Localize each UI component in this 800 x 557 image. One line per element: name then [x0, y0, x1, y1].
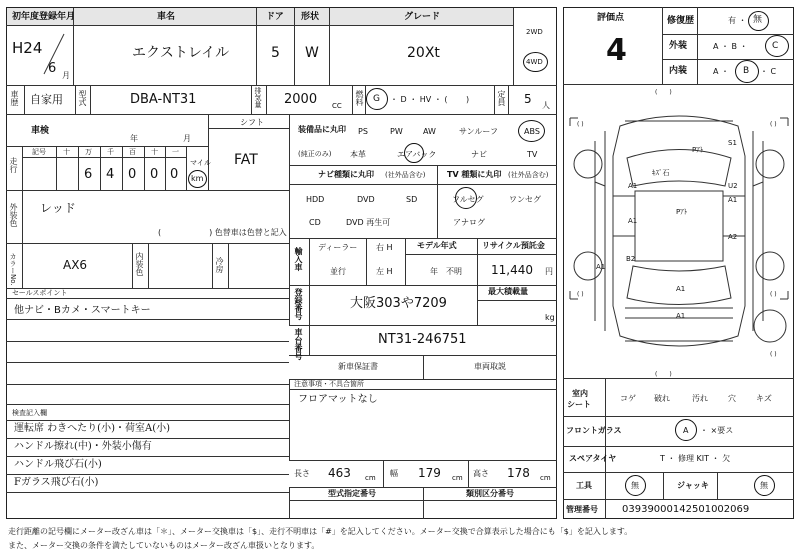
equip-tv: TV — [527, 150, 538, 159]
seat-opt-0: コゲ — [620, 394, 636, 403]
equip-pw: PW — [390, 127, 403, 136]
jack-selected: 無 — [760, 481, 768, 490]
equip-abs: ABS — [524, 127, 540, 136]
tv-header-sub: (社外品含む) — [508, 171, 549, 179]
inspection-month: 月 — [183, 134, 191, 143]
tv-header: TV 種類に丸印 — [447, 170, 502, 179]
equip-ps: PS — [358, 127, 368, 136]
drive-2wd: 2WD — [526, 28, 543, 36]
tv-one: ワンセグ — [509, 195, 541, 204]
interior-c: ・ C — [760, 67, 777, 76]
navi-cd: CD — [309, 218, 321, 227]
use-value: 自家用 — [30, 93, 63, 106]
color-no-value: AX6 — [63, 258, 88, 272]
interior-label: 内装 — [669, 66, 688, 76]
svg-text:( ): ( ) — [655, 89, 672, 96]
vehicle-diagram — [565, 86, 793, 378]
mileage-label: 走行 — [9, 157, 18, 173]
footer-line-2: また、メーター交換の条件を満たしていないものはメーター改ざん車扱いとなります。 — [8, 541, 320, 550]
recycle-header: リサイクル預託金 — [482, 241, 545, 250]
height-unit: cm — [540, 474, 551, 482]
diagram-label-a1e: A1 — [676, 285, 686, 293]
unit-0: 十 — [63, 148, 70, 156]
parallel: 並行 — [330, 267, 346, 276]
fuel-g: G — [373, 94, 380, 104]
warranty: 新車保証書 — [338, 362, 378, 371]
spare-options: T ・ 修理 KIT ・ 欠 — [660, 454, 731, 463]
diagram-label-a1d: A1 — [596, 263, 606, 271]
diagram-label-a1f: A1 — [676, 312, 686, 320]
car-name: エクストレイル — [132, 45, 230, 61]
equip-sub: (純正のみ) — [298, 150, 332, 158]
mgmt-value: 03939000142501002069 — [622, 504, 750, 515]
exterior-label: 外装 — [669, 41, 688, 51]
navi-header-sub: (社外品含む) — [385, 171, 426, 179]
diagram-label-a1c: A1 — [628, 217, 638, 225]
max-load-label: 最大積載量 — [488, 287, 528, 296]
color-value: レッド — [40, 201, 76, 215]
shape-header: 形状 — [301, 12, 320, 22]
displacement-value: 2000 — [284, 92, 318, 107]
dealer: ディーラー — [318, 243, 358, 252]
use-label: 車歴 — [10, 90, 19, 106]
drive-4wd: 4WD — [526, 58, 543, 66]
mile-label: マイル — [190, 159, 211, 167]
year-month-unit: 月 — [62, 71, 70, 80]
manual: 車両取説 — [474, 362, 506, 371]
diagram-label-a1b: A1 — [728, 196, 738, 204]
year-month: 6 — [48, 61, 57, 76]
interior-a: A ・ — [713, 67, 730, 76]
door-header: ドア — [266, 12, 284, 22]
spare-label: スペアタイヤ — [569, 454, 617, 463]
length-label: 長さ — [294, 469, 310, 478]
navi-hdd: HDD — [306, 195, 325, 204]
repair-options: 有 ・ — [728, 16, 747, 25]
unit-5: 一 — [172, 148, 179, 156]
equip-label: 装備品に丸印 — [298, 125, 346, 134]
width-value: 179 — [418, 466, 441, 480]
svg-text:( ): ( ) — [770, 291, 777, 298]
cc-unit: CC — [332, 102, 342, 110]
right-h: 右 H — [376, 243, 393, 252]
body-shape: W — [305, 45, 319, 61]
fuel-options: ・ D ・ HV ・ ( ) — [390, 95, 470, 104]
color-no-label: カラーNo. — [9, 253, 17, 286]
width-unit: cm — [452, 474, 463, 482]
equip-aw: AW — [423, 127, 436, 136]
svg-text:( ): ( ) — [577, 121, 584, 128]
seat-label-2: シート — [567, 400, 591, 409]
seat-opt-3: 穴 — [728, 394, 736, 403]
diagram-label-s1: S1 — [728, 139, 737, 147]
capacity-label: 定員 — [497, 90, 506, 106]
equip-airbag: エアバック — [397, 150, 437, 159]
sales-header: セールスポイント — [12, 289, 68, 297]
exterior-options: A ・ B ・ — [713, 42, 748, 51]
door-count: 5 — [271, 45, 280, 61]
unit-3: 百 — [129, 148, 136, 156]
grade-header: グレード — [404, 12, 441, 22]
navi-dvd-play: DVD 再生可 — [346, 218, 391, 227]
km-label: km — [191, 174, 204, 183]
model-year-header: モデル年式 — [417, 241, 457, 250]
shift-label: シフト — [240, 118, 264, 127]
mileage-digit-0: 6 — [84, 167, 93, 182]
shift-value: FAT — [234, 152, 258, 168]
svg-text:( ): ( ) — [655, 371, 672, 378]
inspector-line-4: Fガラス飛び石(小) — [14, 477, 99, 488]
tv-analog: アナログ — [453, 218, 485, 227]
glass-selected: A — [683, 426, 689, 435]
tv-full: フルセグ — [452, 195, 484, 204]
yen-unit: 円 — [545, 267, 553, 276]
mileage-digit-4: 0 — [170, 167, 179, 182]
inspection-year: 年 — [130, 134, 138, 143]
mileage-digit-2: 0 — [128, 167, 137, 182]
diagram-label-ki: ｷｽﾞ石 — [652, 169, 670, 177]
svg-text:( ): ( ) — [770, 351, 777, 358]
color-label: 外装色 — [9, 203, 18, 227]
diagram-label-a1a: A1 — [628, 182, 638, 190]
unit-4: 十 — [151, 148, 158, 156]
chassis-value: NT31-246751 — [378, 332, 467, 347]
notes-header: 注意事項・不具合箇所 — [294, 380, 364, 388]
svg-text:( ): ( ) — [770, 121, 777, 128]
diagram-label-pa2: Pｱﾄ — [676, 208, 688, 216]
model-value: DBA-NT31 — [130, 92, 197, 107]
sales-text: 他ナビ・Bカメ・スマートキー — [14, 305, 151, 316]
tools-selected: 無 — [631, 481, 639, 490]
capacity-value: 5 — [524, 92, 532, 106]
diagram-label-b2: B2 — [626, 255, 636, 263]
grade: 20Xt — [407, 45, 440, 61]
equip-sunroof: サンルーフ — [459, 127, 498, 136]
class-no-label: 類別区分番号 — [466, 489, 514, 498]
fuel-label: 燃料 — [355, 90, 364, 106]
navi-header: ナビ種類に丸印 — [318, 170, 374, 179]
inspector-line-2: ハンドル擦れ(中)・外装小傷有 — [14, 441, 152, 452]
color-note: ( ) 色替車は色替と記入 — [158, 228, 287, 237]
unit-2: 千 — [107, 148, 114, 156]
left-h: 左 H — [376, 267, 393, 276]
seat-opt-2: 汚れ — [692, 394, 708, 403]
svg-text:( ): ( ) — [577, 291, 584, 298]
kg-unit: kg — [545, 313, 555, 322]
glass-label: フロントガラス — [566, 426, 622, 435]
tools-label: 工具 — [576, 481, 592, 490]
length-unit: cm — [365, 474, 376, 482]
mileage-digit-1: 4 — [106, 167, 115, 182]
year-era: H24 — [12, 39, 43, 57]
name-header: 車名 — [157, 12, 176, 22]
height-value: 178 — [507, 466, 530, 480]
exterior-selected: C — [772, 41, 779, 51]
glass-option: ・ ×要ス — [700, 426, 734, 435]
model-year-unit: 年 不明 — [430, 267, 462, 276]
notes-text: フロアマットなし — [298, 394, 378, 405]
diagram-label-u2: U2 — [728, 182, 738, 190]
mileage-digit-3: 0 — [150, 167, 159, 182]
recycle-value: 11,440 — [491, 263, 533, 277]
kigo-label: 記号 — [32, 148, 46, 156]
navi-sd: SD — [406, 195, 418, 204]
model-label: 型式 — [78, 90, 87, 106]
inspector-header: 検査記入欄 — [12, 409, 47, 417]
mgmt-label: 管理番号 — [566, 505, 598, 514]
navi-dvd: DVD — [357, 195, 375, 204]
footer-line-1: 走行距離の記号欄にメーター改ざん車は「＊」、メーター交換車は「$」、走行不明車は「#」を記入してください。メーター交換で合算表示した場合にも「$」を記入します。 — [8, 527, 633, 536]
year-header: 初年度登録年月 — [12, 12, 76, 22]
equip-leather: 本革 — [350, 150, 366, 159]
inspector-line-3: ハンドル飛び石(小) — [14, 459, 102, 470]
repair-selected: 無 — [753, 15, 763, 25]
seat-opt-4: キズ — [756, 394, 772, 403]
inspection-label: 車検 — [31, 126, 50, 136]
displacement-label: 排気量 — [254, 87, 262, 108]
chassis-label: 車台番号 — [294, 328, 303, 360]
diagram-label-pa1: Pｱﾄ — [692, 146, 704, 154]
interior-selected: B — [743, 66, 750, 76]
length-value: 463 — [328, 466, 351, 480]
height-label: 高さ — [473, 469, 489, 478]
plate-label: 登録番号 — [294, 288, 303, 320]
score-header: 評価点 — [597, 13, 625, 23]
interior-color-label: 内装色 — [135, 252, 144, 276]
seat-label-1: 室内 — [572, 389, 588, 398]
inspector-line-1: 運転席 わきへたり(小)・荷室A(小) — [14, 423, 171, 434]
cooler-label: 冷房 — [215, 257, 224, 273]
import-label: 輸入車 — [294, 247, 303, 271]
seat-opt-1: 破れ — [654, 394, 670, 403]
diagram-label-a2: A2 — [728, 233, 738, 241]
repair-label: 修復歴 — [667, 16, 695, 26]
unit-1: 万 — [85, 148, 92, 156]
type-no-label: 型式指定番号 — [328, 489, 376, 498]
jack-label: ジャッキ — [677, 481, 709, 490]
capacity-unit: 人 — [542, 101, 550, 110]
plate-value: 大阪303や7209 — [350, 296, 447, 311]
equip-navi: ナビ — [471, 150, 487, 159]
width-label: 幅 — [390, 469, 398, 478]
score-value: 4 — [606, 33, 627, 68]
